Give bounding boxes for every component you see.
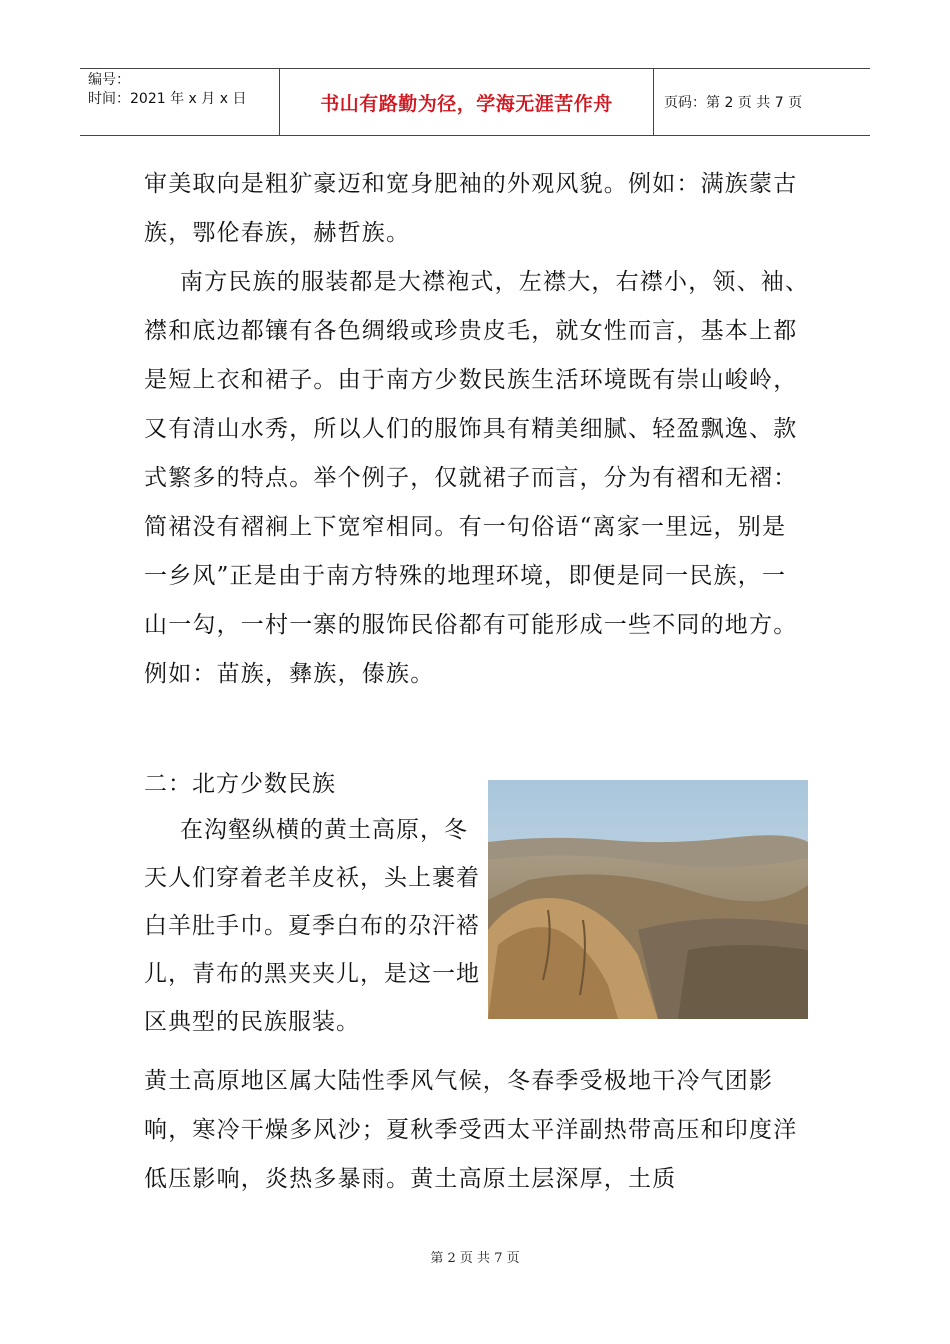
paragraph-3: 在沟壑纵横的黄土高原，冬天人们穿着老羊皮袄，头上裹着白羊肚手巾。夏季白布的尕汗褡儿，青布的黑夹夹儿，是这一地区典型的民族服装。 <box>144 817 480 1035</box>
paragraph-2: 南方民族的服装都是大襟袍式，左襟大，右襟小，领、袖、襟和底边都镶有各色绸缎或珍贵皮毛，就女性而言，基本上都是短上衣和裙子。由于南方少数民族生活环境既有崇山峻岭，又有清山水秀，所以人们的服饰具有精美细腻、轻盈飘逸、款式繁多的特点。举个例子，仅就裙子而言，分为有褶和无褶：简裙没有褶裥上下宽窄相同。有一句俗语“离家一里远，别是一乡风”正是由于南方特殊的地理环境，即便是同一民族，一山一勾，一村一寨的服饰民俗都有可能形成一些不同的地方。例如：苗族，彝族，傣族。 <box>144 269 810 687</box>
loess-plateau-photo <box>488 780 808 1019</box>
serial-number-label: 编号： <box>88 72 130 88</box>
page-footer: 第 2 页 共 7 页 <box>430 1251 520 1266</box>
paragraph-4: 黄土高原地区属大陆性季风气候，冬春季受极地干冷气团影响，寒冷干燥多风沙；夏秋季受西太平洋副热带高压和印度洋低压影响，炎热多暴雨。黄土高原土层深厚，土质 <box>144 1068 798 1192</box>
header-page-code: 页码：第 2 页 共 7 页 <box>664 95 803 111</box>
section-heading-north: 二：北方少数民族 <box>144 771 336 797</box>
paragraph-1: 审美取向是粗犷豪迈和宽身肥袖的外观风貌。例如：满族蒙古族，鄂伦春族，赫哲族。 <box>144 171 798 246</box>
header-meta <box>80 69 280 135</box>
header-motto: 书山有路勤为径，学海无涯苦作舟 <box>280 69 654 135</box>
date-label: 时间：2021 年 x 月 x 日 <box>88 91 247 107</box>
document-header <box>80 68 870 136</box>
